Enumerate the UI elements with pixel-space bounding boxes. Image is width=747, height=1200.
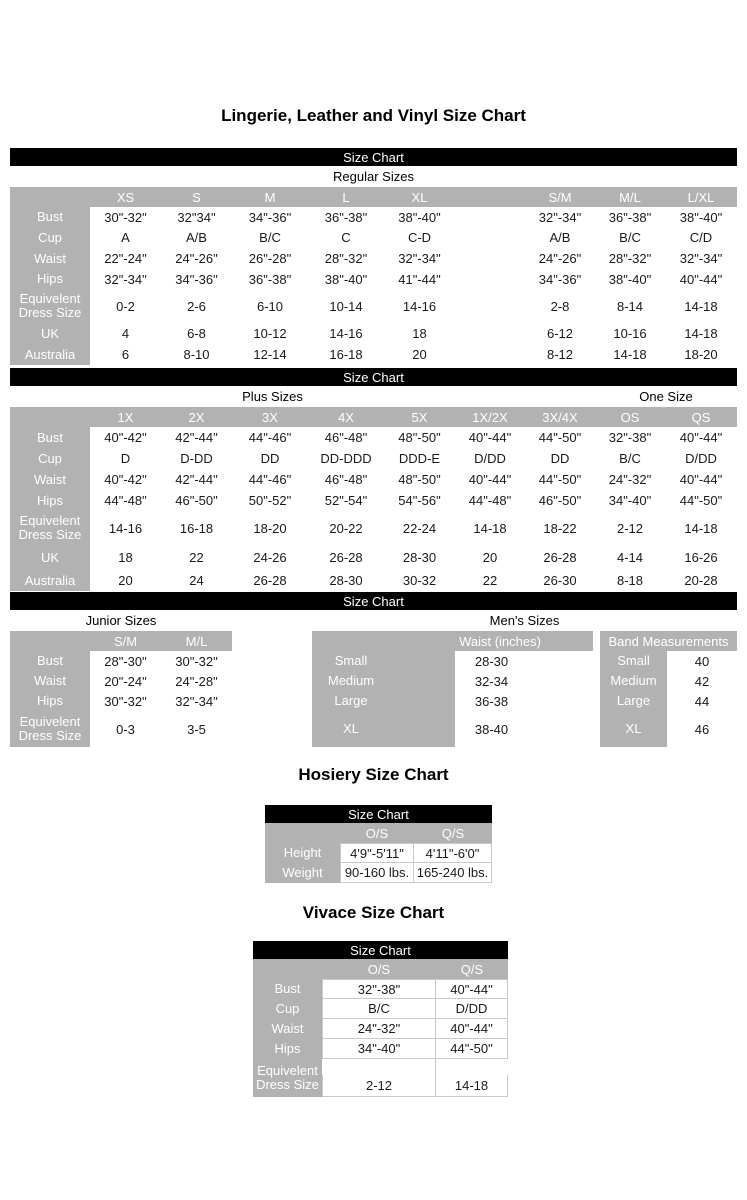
size-cell: D/DD xyxy=(665,448,737,469)
column-header: L xyxy=(308,187,384,207)
size-cell: 4'9"-5'11" xyxy=(340,843,414,863)
size-cell: 10-12 xyxy=(232,323,308,344)
row-label: Bust xyxy=(10,427,90,448)
size-cell: 22-24 xyxy=(384,511,455,545)
size-cell: B/C xyxy=(595,227,665,248)
size-cell: 14-18 xyxy=(665,323,737,344)
size-cell: 14-18 xyxy=(595,344,665,365)
size-chart-bar: Size Chart xyxy=(265,805,492,823)
size-cell: 26"-28" xyxy=(232,248,308,269)
table-row xyxy=(253,1019,508,1039)
table-row xyxy=(10,269,737,289)
size-cell: 34"-36" xyxy=(161,269,232,289)
size-cell: 2-12 xyxy=(595,511,665,545)
size-cell: 38"-40" xyxy=(595,269,665,289)
size-cell: 44"-48" xyxy=(90,490,161,511)
size-cell: 38"-40" xyxy=(308,269,384,289)
size-cell: 20"-24" xyxy=(90,671,161,691)
size-cell: 2-12 xyxy=(322,1075,436,1097)
size-cell: 26-28 xyxy=(525,545,595,570)
size-cell: A/B xyxy=(161,227,232,248)
size-cell: 40 xyxy=(667,651,737,671)
waist-inches-header: Waist (inches) xyxy=(312,631,593,651)
table-row xyxy=(10,448,737,469)
mens-band-subtable xyxy=(600,631,737,747)
spacer-cell xyxy=(322,1059,436,1075)
size-cell: A/B xyxy=(525,227,595,248)
size-cell: 165-240 lbs. xyxy=(414,863,492,883)
table-row xyxy=(10,671,232,691)
size-cell: 20 xyxy=(384,344,455,365)
plus-sizes-section xyxy=(10,368,737,591)
size-cell: 52"-54" xyxy=(308,490,384,511)
table-row xyxy=(10,490,737,511)
column-header: O/S xyxy=(322,959,436,979)
column-header: OS xyxy=(595,407,665,427)
size-cell: 18-20 xyxy=(232,511,308,545)
hosiery-title: Hosiery Size Chart xyxy=(298,765,449,784)
header-corner xyxy=(10,407,90,427)
junior-sizes-heading: Junior Sizes xyxy=(85,613,157,628)
table-row xyxy=(600,691,737,711)
size-cell: 34"-36" xyxy=(525,269,595,289)
size-cell: 44"-50" xyxy=(525,469,595,490)
vivace-header-row xyxy=(253,959,508,979)
column-header: S/M xyxy=(90,631,161,651)
size-cell: 46"-48" xyxy=(308,427,384,448)
size-chart-bar: Size Chart xyxy=(253,941,508,959)
size-cell: 32"-34" xyxy=(525,207,595,227)
size-chart-bar: Size Chart xyxy=(10,148,737,166)
header-corner xyxy=(265,823,340,843)
size-cell: 3-5 xyxy=(161,711,232,747)
size-cell: 28-30 xyxy=(308,570,384,591)
regular-sizes-table xyxy=(10,187,737,365)
table-row xyxy=(10,407,737,427)
size-cell: 40"-44" xyxy=(665,427,737,448)
column-header: 5X xyxy=(384,407,455,427)
size-cell: 22"-24" xyxy=(90,248,161,269)
mens-sizes-heading: Men's Sizes xyxy=(489,613,560,628)
column-header: L/XL xyxy=(665,187,737,207)
table-row xyxy=(10,323,737,344)
table-row xyxy=(312,671,593,691)
size-cell: 42"-44" xyxy=(161,427,232,448)
size-cell: 6-12 xyxy=(525,323,595,344)
size-cell: 14-18 xyxy=(665,511,737,545)
vivace-title: Vivace Size Chart xyxy=(302,903,445,922)
table-row xyxy=(10,427,737,448)
size-cell: 36"-38" xyxy=(232,269,308,289)
plus-sizes-table xyxy=(10,407,737,591)
size-cell: 40"-42" xyxy=(90,427,161,448)
column-header: QS xyxy=(665,407,737,427)
size-cell: 32"-38" xyxy=(322,979,436,999)
size-cell: 10-16 xyxy=(595,323,665,344)
table-row xyxy=(10,711,232,747)
row-label: Waist xyxy=(253,1019,322,1039)
size-cell: 14-18 xyxy=(665,289,737,323)
table-row xyxy=(265,863,492,883)
row-label: Hips xyxy=(10,269,90,289)
plus-sizes-heading-row xyxy=(10,386,737,407)
size-cell: 40"-44" xyxy=(455,427,525,448)
size-cell: 32"-34" xyxy=(90,269,161,289)
header-corner xyxy=(10,631,90,651)
table-row xyxy=(10,570,737,591)
size-cell: 16-18 xyxy=(161,511,232,545)
row-label: UK xyxy=(10,323,90,344)
size-cell: 26-30 xyxy=(525,570,595,591)
size-cell: D/DD xyxy=(436,999,508,1019)
one-size-heading: One Size xyxy=(639,389,693,404)
size-cell: 36"-38" xyxy=(308,207,384,227)
size-cell: 8-18 xyxy=(595,570,665,591)
size-cell: 46"-50" xyxy=(525,490,595,511)
table-row xyxy=(10,344,737,365)
size-cell: 6 xyxy=(90,344,161,365)
mens-sizes-table xyxy=(312,610,737,747)
size-cell: 24"-32" xyxy=(322,1019,436,1039)
column-header: 1X/2X xyxy=(455,407,525,427)
size-cell: DDD-E xyxy=(384,448,455,469)
size-cell: 20-22 xyxy=(308,511,384,545)
table-row xyxy=(10,469,737,490)
size-cell: 36-38 xyxy=(455,691,593,711)
size-cell: 8-12 xyxy=(525,344,595,365)
row-label: Large xyxy=(312,691,455,711)
size-cell: 42 xyxy=(667,671,737,691)
row-label: Medium xyxy=(600,671,667,691)
row-label: Hips xyxy=(253,1039,322,1059)
size-cell: 24"-32" xyxy=(595,469,665,490)
column-header: 1X xyxy=(90,407,161,427)
row-label: Cup xyxy=(253,999,322,1019)
row-label: Bust xyxy=(253,979,322,999)
size-cell: 16-26 xyxy=(665,545,737,570)
table-row xyxy=(312,691,593,711)
size-cell: 34"-40" xyxy=(322,1039,436,1059)
size-cell: 46"-48" xyxy=(308,469,384,490)
row-label: Bust xyxy=(10,651,90,671)
junior-mens-section xyxy=(10,592,737,747)
size-cell: 28"-32" xyxy=(308,248,384,269)
size-cell: 2-6 xyxy=(161,289,232,323)
size-cell: 6-10 xyxy=(232,289,308,323)
size-cell: 14-16 xyxy=(308,323,384,344)
size-cell: D-DD xyxy=(161,448,232,469)
size-cell: DD xyxy=(525,448,595,469)
size-cell: 8-10 xyxy=(161,344,232,365)
size-cell: 38-40 xyxy=(455,711,593,747)
size-cell: A xyxy=(90,227,161,248)
row-label: Small xyxy=(600,651,667,671)
size-cell: 34"-36" xyxy=(232,207,308,227)
size-cell: 8-14 xyxy=(595,289,665,323)
size-cell: 14-18 xyxy=(436,1075,508,1097)
size-cell: 44"-46" xyxy=(232,427,308,448)
row-label: Waist xyxy=(10,469,90,490)
row-label: Equivelent Dress Size xyxy=(10,511,90,545)
size-cell: 46 xyxy=(667,711,737,747)
size-cell: 4 xyxy=(90,323,161,344)
size-cell: 40"-42" xyxy=(90,469,161,490)
table-row xyxy=(312,711,593,747)
size-cell: 18-22 xyxy=(525,511,595,545)
regular-sizes-heading: Regular Sizes xyxy=(333,169,414,184)
size-cell: D xyxy=(90,448,161,469)
column-header xyxy=(455,187,525,207)
size-cell: 44"-50" xyxy=(665,490,737,511)
column-header: 3X/4X xyxy=(525,407,595,427)
table-row xyxy=(10,691,232,711)
size-cell: B/C xyxy=(322,999,436,1019)
row-label: Hips xyxy=(10,490,90,511)
size-cell: 44"-50" xyxy=(436,1039,508,1059)
table-row xyxy=(10,511,737,545)
column-header: M/L xyxy=(161,631,232,651)
size-cell: 38"-40" xyxy=(384,207,455,227)
row-label: UK xyxy=(10,545,90,570)
header-corner xyxy=(10,187,90,207)
size-cell: 24"-26" xyxy=(525,248,595,269)
row-label: Large xyxy=(600,691,667,711)
table-row xyxy=(312,651,593,671)
size-cell: 32"-34" xyxy=(665,248,737,269)
size-cell: 26-28 xyxy=(232,570,308,591)
header-corner xyxy=(253,959,322,979)
size-cell: 2-8 xyxy=(525,289,595,323)
table-row xyxy=(10,187,737,207)
size-cell: 44 xyxy=(667,691,737,711)
row-label: Australia xyxy=(10,344,90,365)
size-cell: 20 xyxy=(90,570,161,591)
table-row xyxy=(253,999,508,1019)
size-cell: 40"-44" xyxy=(665,269,737,289)
size-cell: 30"-32" xyxy=(161,651,232,671)
plus-sizes-heading: Plus Sizes xyxy=(242,389,303,404)
row-label: Equivelent Dress Size xyxy=(10,711,90,747)
size-cell: 24-26 xyxy=(232,545,308,570)
size-cell: 18 xyxy=(90,545,161,570)
column-header: M xyxy=(232,187,308,207)
size-cell: 4'11"-6'0" xyxy=(414,843,492,863)
size-cell: 54"-56" xyxy=(384,490,455,511)
column-header: 3X xyxy=(232,407,308,427)
column-header: Q/S xyxy=(436,959,508,979)
size-cell: 0-2 xyxy=(90,289,161,323)
size-cell: 10-14 xyxy=(308,289,384,323)
size-cell: 14-16 xyxy=(384,289,455,323)
size-cell: C-D xyxy=(384,227,455,248)
size-cell: B/C xyxy=(595,448,665,469)
size-cell: 32"34" xyxy=(161,207,232,227)
size-cell: 0-3 xyxy=(90,711,161,747)
size-cell xyxy=(455,207,525,227)
row-label: Bust xyxy=(10,207,90,227)
column-header: 2X xyxy=(161,407,232,427)
row-label: XL xyxy=(600,711,667,747)
size-cell: 46"-50" xyxy=(161,490,232,511)
table-row xyxy=(600,671,737,691)
size-cell: 30"-32" xyxy=(90,691,161,711)
size-cell: 44"-48" xyxy=(455,490,525,511)
spacer-cell xyxy=(436,1059,508,1075)
row-label: Medium xyxy=(312,671,455,691)
size-cell: 14-16 xyxy=(90,511,161,545)
size-cell: 40"-44" xyxy=(436,1019,508,1039)
size-cell: 44"-46" xyxy=(232,469,308,490)
table-row xyxy=(600,651,737,671)
size-cell: C/D xyxy=(665,227,737,248)
size-cell: 22 xyxy=(455,570,525,591)
size-cell xyxy=(455,344,525,365)
row-label: Equivelent Dress Size xyxy=(253,1059,322,1097)
size-cell: C xyxy=(308,227,384,248)
table-row xyxy=(253,979,508,999)
size-cell xyxy=(455,248,525,269)
size-cell: 32-34 xyxy=(455,671,593,691)
table-row xyxy=(10,545,737,570)
row-label: Cup xyxy=(10,227,90,248)
junior-header-row xyxy=(10,631,232,651)
size-cell: 90-160 lbs. xyxy=(340,863,414,883)
size-cell: 38"-40" xyxy=(665,207,737,227)
size-cell: DD-DDD xyxy=(308,448,384,469)
page-title: Lingerie, Leather and Vinyl Size Chart xyxy=(221,106,526,125)
size-cell xyxy=(455,323,525,344)
size-cell: 30-32 xyxy=(384,570,455,591)
size-cell: 22 xyxy=(161,545,232,570)
size-cell: 6-8 xyxy=(161,323,232,344)
junior-sizes-table xyxy=(10,610,232,747)
table-row xyxy=(265,843,492,863)
row-label: Small xyxy=(312,651,455,671)
column-header: S/M xyxy=(525,187,595,207)
table-row xyxy=(10,207,737,227)
column-header: O/S xyxy=(340,823,414,843)
table-row xyxy=(10,227,737,248)
size-cell: B/C xyxy=(232,227,308,248)
table-row xyxy=(10,651,232,671)
size-cell: 24 xyxy=(161,570,232,591)
column-header: S xyxy=(161,187,232,207)
row-label: Equivelent Dress Size xyxy=(10,289,90,323)
size-cell: 40"-44" xyxy=(436,979,508,999)
size-cell: 48"-50" xyxy=(384,427,455,448)
size-cell: D/DD xyxy=(455,448,525,469)
row-label: XL xyxy=(312,711,455,747)
row-label: Height xyxy=(265,843,340,863)
column-header: XS xyxy=(90,187,161,207)
size-cell: 4-14 xyxy=(595,545,665,570)
row-label: Hips xyxy=(10,691,90,711)
hosiery-header-row xyxy=(265,823,492,843)
row-label: Weight xyxy=(265,863,340,883)
mens-waist-subtable xyxy=(312,631,593,747)
size-cell: 30"-32" xyxy=(90,207,161,227)
table-row xyxy=(10,289,737,323)
size-cell: 32"-38" xyxy=(595,427,665,448)
size-cell: 40"-44" xyxy=(665,469,737,490)
size-cell xyxy=(455,227,525,248)
size-cell: 24"-28" xyxy=(161,671,232,691)
size-cell: 20-28 xyxy=(665,570,737,591)
size-cell: 36"-38" xyxy=(595,207,665,227)
row-label: Waist xyxy=(10,248,90,269)
size-cell: 34"-40" xyxy=(595,490,665,511)
row-label: Cup xyxy=(10,448,90,469)
size-cell: 24"-26" xyxy=(161,248,232,269)
column-header: XL xyxy=(384,187,455,207)
regular-sizes-section xyxy=(10,148,737,365)
size-cell xyxy=(455,269,525,289)
column-header: M/L xyxy=(595,187,665,207)
size-cell: 32"-34" xyxy=(161,691,232,711)
band-measurements-header: Band Measurements xyxy=(600,631,737,651)
table-row xyxy=(600,711,737,747)
column-header: Q/S xyxy=(414,823,492,843)
table-row xyxy=(253,1039,508,1059)
size-cell: 28"-32" xyxy=(595,248,665,269)
size-cell: 32"-34" xyxy=(384,248,455,269)
size-cell: 48"-50" xyxy=(384,469,455,490)
size-chart-bar: Size Chart xyxy=(10,592,737,610)
size-cell: DD xyxy=(232,448,308,469)
size-cell: 18-20 xyxy=(665,344,737,365)
size-cell: 28-30 xyxy=(384,545,455,570)
hosiery-table xyxy=(265,805,492,883)
size-cell: 16-18 xyxy=(308,344,384,365)
table-row xyxy=(10,248,737,269)
row-label: Waist xyxy=(10,671,90,691)
size-cell: 26-28 xyxy=(308,545,384,570)
size-cell: 12-14 xyxy=(232,344,308,365)
size-cell: 28-30 xyxy=(455,651,593,671)
column-header: 4X xyxy=(308,407,384,427)
size-cell: 40"-44" xyxy=(455,469,525,490)
size-cell: 44"-50" xyxy=(525,427,595,448)
size-chart-bar: Size Chart xyxy=(10,368,737,386)
table-row xyxy=(253,1059,508,1097)
size-cell: 14-18 xyxy=(455,511,525,545)
size-cell: 28"-30" xyxy=(90,651,161,671)
vivace-table xyxy=(253,941,508,1097)
size-cell: 50"-52" xyxy=(232,490,308,511)
size-cell: 18 xyxy=(384,323,455,344)
size-cell xyxy=(455,289,525,323)
size-cell: 42"-44" xyxy=(161,469,232,490)
size-cell: 20 xyxy=(455,545,525,570)
size-cell: 41"-44" xyxy=(384,269,455,289)
row-label: Australia xyxy=(10,570,90,591)
